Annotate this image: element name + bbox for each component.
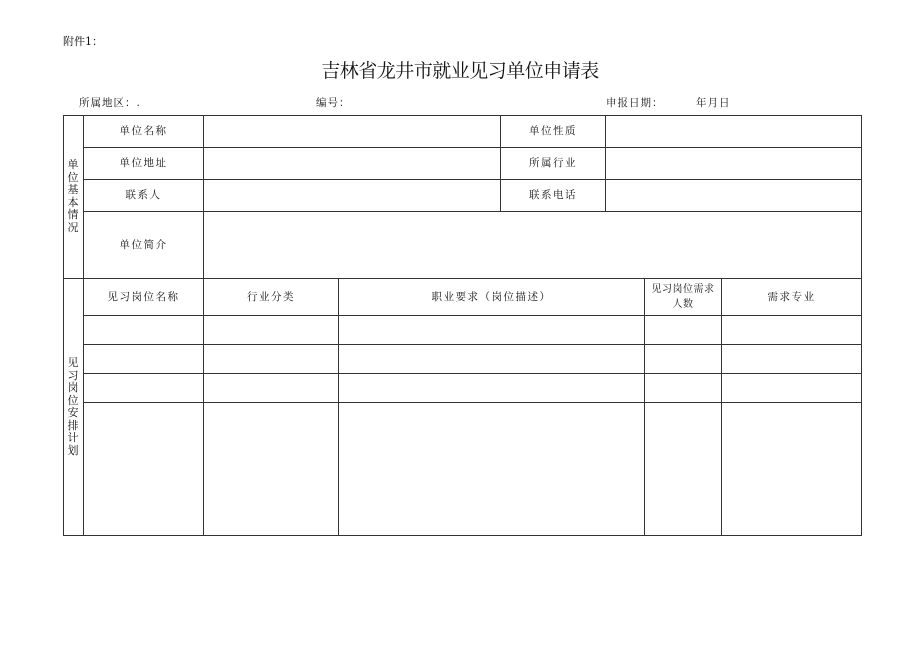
region-label: 所属地区：. (79, 97, 141, 109)
page-title: 吉林省龙井市就业见习单位申请表 (321, 60, 599, 82)
field-industry[interactable] (606, 148, 861, 179)
header-position-name: 见习岗位名称 (107, 290, 180, 303)
header-position-count (645, 279, 721, 315)
field-unit-intro[interactable] (204, 212, 861, 278)
header-job-requirements: 职业要求（岗位描述） (431, 290, 552, 303)
header-required-major: 需求专业 (767, 290, 816, 303)
col-line (721, 278, 722, 536)
number-label: 编号： (316, 97, 351, 109)
date-value: 年月日 (696, 97, 731, 109)
date-label: 申报日期： (606, 97, 664, 109)
label-unit-nature: 单位性质 (529, 125, 577, 137)
header-industry-category: 行业分类 (247, 290, 295, 303)
table-border-bottom (63, 535, 862, 536)
row-line (83, 373, 862, 374)
field-unit-nature[interactable] (606, 116, 861, 147)
section-basic-info: 单 位 基 本 情 况 (67, 158, 79, 234)
label-unit-name: 单位名称 (119, 125, 168, 137)
header-count-line2: 人数 (672, 299, 694, 310)
label-unit-intro: 单位简介 (119, 238, 168, 251)
row-line (83, 344, 862, 345)
label-industry: 所属行业 (529, 157, 577, 169)
field-contact-phone[interactable] (606, 180, 861, 211)
label-contact-person: 联系人 (125, 189, 162, 201)
field-unit-name[interactable] (204, 116, 500, 147)
section-internship-plan: 见 习 岗 位 安 排 计 划 (67, 356, 79, 457)
header-count-line1: 见习岗位需求 (651, 284, 715, 295)
col-line (203, 278, 204, 536)
attachment-label: 附件1： (63, 35, 103, 48)
label-contact-phone: 联系电话 (529, 189, 577, 201)
row-line (83, 315, 862, 316)
row-line (83, 402, 862, 403)
field-unit-address[interactable] (204, 148, 500, 179)
field-contact-person[interactable] (204, 180, 500, 211)
label-unit-address: 单位地址 (119, 157, 168, 169)
col-line (338, 278, 339, 536)
col-line (644, 278, 645, 536)
